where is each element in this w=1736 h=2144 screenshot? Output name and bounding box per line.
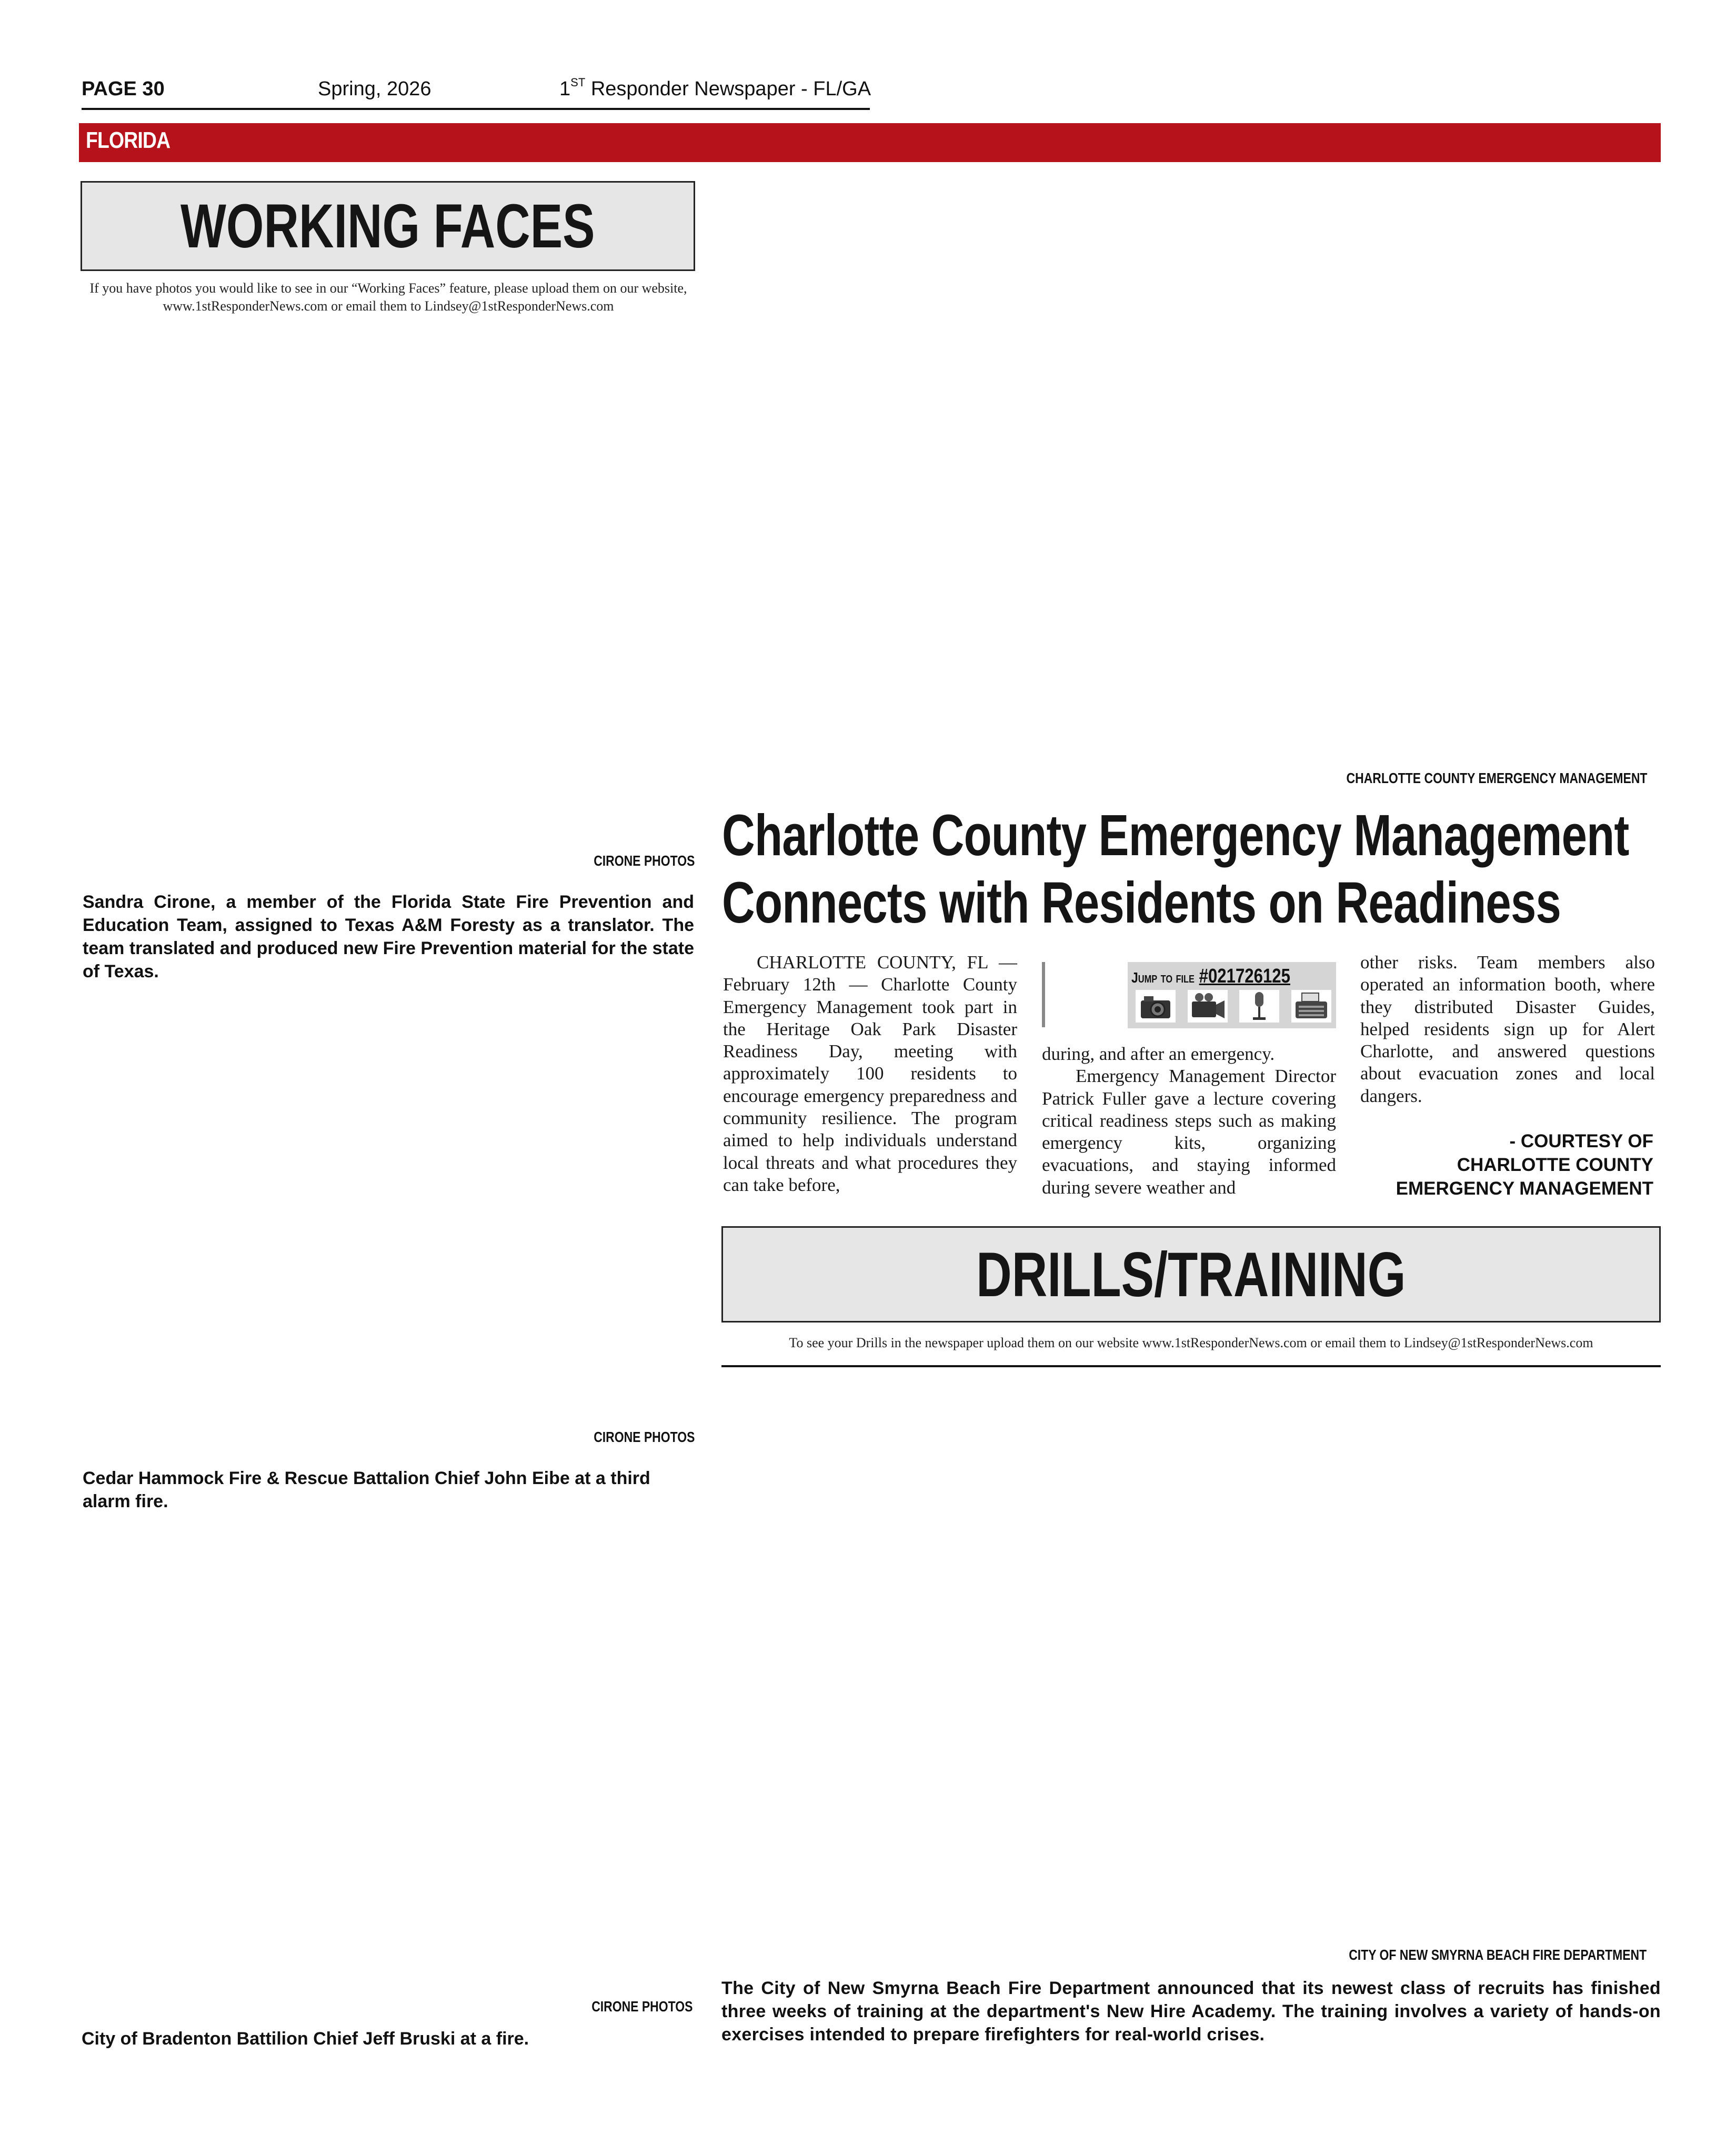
photo-caption-2: Cedar Hammock Fire & Rescue Battalion Chief John Eibe at a third alarm fire. <box>83 1468 650 1511</box>
jump-box-divider <box>1042 962 1045 1027</box>
article-credit: CHARLOTTE COUNTY EMERGENCY MANAGEMENT <box>1346 770 1647 786</box>
courtesy-line-1: - COURTESY OF <box>1509 1131 1653 1151</box>
photo-credit-2: CIRONE PHOTOS <box>593 1429 695 1445</box>
article-paragraph-2b: Emergency Management Director Patrick Fuller gave a lecture covering critical readiness steps such as making emergency kits, organizing evacuations, and staying informed during severe weather and <box>1042 1066 1336 1198</box>
paper-name-prefix: 1 <box>559 78 571 100</box>
header-rule <box>82 108 870 110</box>
article-column-2 <box>1042 1043 1336 1199</box>
article-column-1 <box>723 951 1017 1196</box>
photo-caption-1: Sandra Cirone, a member of the Florida State Fire Prevention and Education Team, assigned to Texas A&M Foresty as a translator. The team translated and produced new Fire Prevention material for the state of Texas. <box>83 892 694 981</box>
courtesy-line-2: CHARLOTTE COUNTY <box>1457 1155 1653 1175</box>
working-faces-title: WORKING FACES <box>180 191 595 261</box>
typewriter-icon <box>1290 989 1332 1024</box>
issue-date: Spring, 2026 <box>318 78 432 100</box>
jump-file-number[interactable]: #021726125 <box>1199 965 1290 987</box>
article-headline-line-2: Connects with Residents on Readiness <box>722 870 1561 935</box>
drills-training-note: To see your Drills in the newspaper upload them on our website www.1stResponderNews.com or email them to Lindsey@1stResponderNews.com <box>789 1335 1593 1350</box>
article-column-3 <box>1360 951 1655 1107</box>
paper-name <box>559 78 871 101</box>
video-camera-icon <box>1187 989 1229 1024</box>
section-bar <box>79 123 1661 162</box>
section-label: FLORIDA <box>86 127 170 153</box>
photo-credit-3: CIRONE PHOTOS <box>591 1998 693 2015</box>
drills-training-heading-box <box>721 1226 1661 1323</box>
working-faces-note: If you have photos you would like to see in our “Working Faces” feature, please upload them on our website, www.1stResponderNews.com or email them to Lindsey@1stResponderNews.com <box>89 280 687 314</box>
jump-media-icons <box>1135 988 1332 1024</box>
article-headline-line-1: Charlotte County Emergency Management <box>722 803 1629 868</box>
drills-training-title: DRILLS/TRAINING <box>976 1239 1406 1310</box>
photo-caption-3: City of Bradenton Battilion Chief Jeff Bruski at a fire. <box>82 2029 529 2049</box>
paper-name-superscript: ST <box>570 76 586 89</box>
page-number: PAGE 30 <box>82 78 165 100</box>
jump-to-file-label[interactable] <box>1131 965 1300 988</box>
article-courtesy <box>1360 1129 1653 1200</box>
drills-caption: The City of New Smyrna Beach Fire Department announced that its newest class of recruits has finished three weeks of training at the department's New Hire Academy. The training involves a variety of hands-on exercises intended to prepare firefighters for real-world crises. <box>721 1978 1661 2045</box>
camera-icon <box>1135 989 1177 1024</box>
courtesy-line-3: EMERGENCY MANAGEMENT <box>1396 1178 1653 1199</box>
jump-label: Jump to file <box>1131 969 1195 986</box>
drills-credit: CITY OF NEW SMYRNA BEACH FIRE DEPARTMENT <box>1349 1947 1647 1963</box>
working-faces-heading-box <box>81 181 695 271</box>
photo-credit-1: CIRONE PHOTOS <box>593 853 695 869</box>
article-paragraph-1: CHARLOTTE COUNTY, FL — February 12th — Charlotte County Emergency Management took part in the Heritage Oak Park Disaster Readiness Day, meeting with approximately 100 residents to encourage emergency preparedness and community resilience. The program aimed to help individuals understand local threats and what procedures they can take before, <box>723 952 1017 1195</box>
article-headline <box>722 802 1665 937</box>
paper-name-rest: Responder Newspaper - FL/GA <box>585 78 871 100</box>
article-paragraph-2a: during, and after an emergency. <box>1042 1044 1275 1064</box>
microphone-icon <box>1238 989 1280 1024</box>
drills-training-rule <box>721 1365 1661 1367</box>
article-paragraph-3: other risks. Team members also operated an information booth, where they distributed Disaster Guides, helped residents sign up for Alert Charlotte, and answered questions about evacuation zones and local dangers. <box>1360 952 1655 1106</box>
